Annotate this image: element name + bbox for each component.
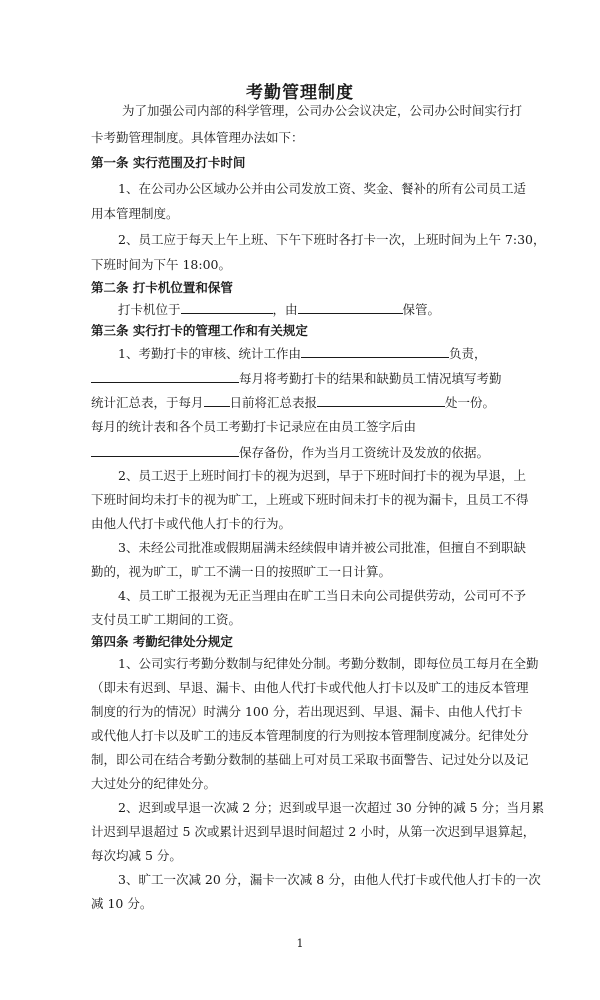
article-1-p2-line-1: 2、员工应于每天上午上班、下午下班时各打卡一次，上班时间为上午 7:30，: [118, 232, 546, 247]
article-3-p3-line-1: 3、未经公司批准或假期届满未经续假申请并被公司批准，但擅自不到职缺: [118, 540, 526, 555]
article-3-p2-line-2: 下班时间均未打卡的视为旷工，上班或下班时间未打卡的视为漏卡，且员工不得: [91, 492, 529, 507]
article-3-p2-line-3: 由他人代打卡或代他人打卡的行为。: [91, 516, 292, 531]
article-4-p3-line-1: 3、旷工一次减 20 分，漏卡一次减 8 分，由他人代打卡或代他人打卡的一次: [118, 872, 541, 887]
article-3-p1-line-5-text: 保存备份，作为当月工资统计及发放的依据。: [239, 445, 490, 460]
article-4-p1-line-4: 或代他人打卡以及旷工的违反本管理制度的行为则按本管理制度减分。纪律处分: [91, 728, 529, 743]
page-number: 1: [296, 937, 304, 950]
article-4-p2-line-3: 每次均减 5 分。: [91, 848, 182, 863]
article-3-p1-line-2-text: 每月将考勤打卡的结果和缺勤员工情况填写考勤: [239, 371, 502, 386]
document-title: 考勤管理制度: [246, 83, 354, 103]
article-4-heading: 第四条 考勤纪律处分规定: [91, 634, 233, 649]
article-3-p3-line-2: 勤的，视为旷工，旷工不满一日的按照旷工一日计算。: [91, 564, 392, 579]
article-3-p1-line-3: [91, 394, 495, 411]
archiver-blank[interactable]: [91, 444, 239, 457]
article-3-heading: 第三条 实行打卡的管理工作和有关规定: [91, 323, 308, 338]
intro-line-1: 为了加强公司内部的科学管理，公司办公会议决定，公司办公时间实行打: [122, 103, 523, 118]
article-2-text-a: 打卡机位于: [118, 302, 181, 317]
article-4-p1-line-3: 制度的行为的情况）时满分 100 分，若出现迟到、早退、漏卡、由他人代打卡: [91, 704, 523, 719]
article-4-p2-line-2: 计迟到早退超过 5 次或累计迟到早退时间超过 2 小时，从第一次迟到早退算起，: [91, 824, 536, 839]
article-3-p1-text-b: 负责，: [448, 346, 487, 361]
article-4-p3-line-2: 减 10 分。: [91, 896, 153, 911]
reviewer-blank[interactable]: [301, 345, 449, 358]
article-2-text-b: ，由: [272, 302, 298, 317]
article-4-p1-line-5: 制，即公司在结合考勤分数制的基础上可对员工采取书面警告、记过处分以及记: [91, 752, 529, 767]
article-4-p1-line-1: 1、公司实行考勤分数制与纪律处分制。考勤分数制，即每位员工每月在全勤: [118, 656, 539, 671]
article-3-p4-line-2: 支付员工旷工期间的工资。: [91, 612, 242, 627]
article-4-p1-line-6: 大过处分的纪律处分。: [91, 776, 217, 791]
article-3-p1-line-4: 每月的统计表和各个员工考勤打卡记录应在由员工签字后由: [91, 419, 417, 434]
article-1-p2-line-2: 下班时间为下午 18:00。: [91, 257, 231, 272]
article-1-p1-line-1: 1、在公司办公区域办公并由公司发放工资、奖金、餐补的所有公司员工适: [118, 181, 526, 196]
article-4-p1-line-2: （即未有迟到、早退、漏卡、由他人代打卡或代他人打卡以及旷工的违反本管理: [91, 680, 529, 695]
intro-line-2: 卡考勤管理制度。具体管理办法如下：: [91, 130, 304, 145]
article-3-p1-line-3-a: 统计汇总表，于每月: [91, 395, 204, 410]
recipient-blank[interactable]: [317, 394, 445, 407]
article-3-p1-line-3-b: 日前将汇总表报: [229, 395, 318, 410]
article-2-heading: 第二条 打卡机位置和保管: [91, 280, 233, 295]
article-3-p1-line-1: [118, 345, 486, 362]
article-3-p2-line-1: 2、员工迟于上班时间打卡的视为迟到，早于下班时间打卡的视为早退，上: [118, 468, 526, 483]
article-1-p1-line-2: 用本管理制度。: [91, 206, 179, 221]
reporter-blank[interactable]: [91, 370, 239, 383]
article-2-line: [118, 301, 440, 318]
article-3-p1-text-a: 1、考勤打卡的审核、统计工作由: [118, 346, 301, 361]
article-1-heading: 第一条 实行范围及打卡时间: [91, 155, 246, 170]
article-2-text-c: 保管。: [402, 302, 441, 317]
article-3-p1-line-2: [91, 370, 502, 387]
custodian-blank[interactable]: [298, 301, 403, 314]
article-3-p1-line-3-c: 处一份。: [445, 395, 496, 410]
location-blank[interactable]: [181, 301, 273, 314]
day-blank[interactable]: [204, 394, 230, 407]
article-3-p4-line-1: 4、员工旷工报视为无正当理由在旷工当日未向公司提供劳动，公司可不予: [118, 588, 526, 603]
article-4-p2-line-1: 2、迟到或早退一次减 2 分；迟到或早退一次超过 30 分钟的减 5 分；当月累: [118, 800, 545, 815]
article-3-p1-line-5: [91, 444, 489, 461]
